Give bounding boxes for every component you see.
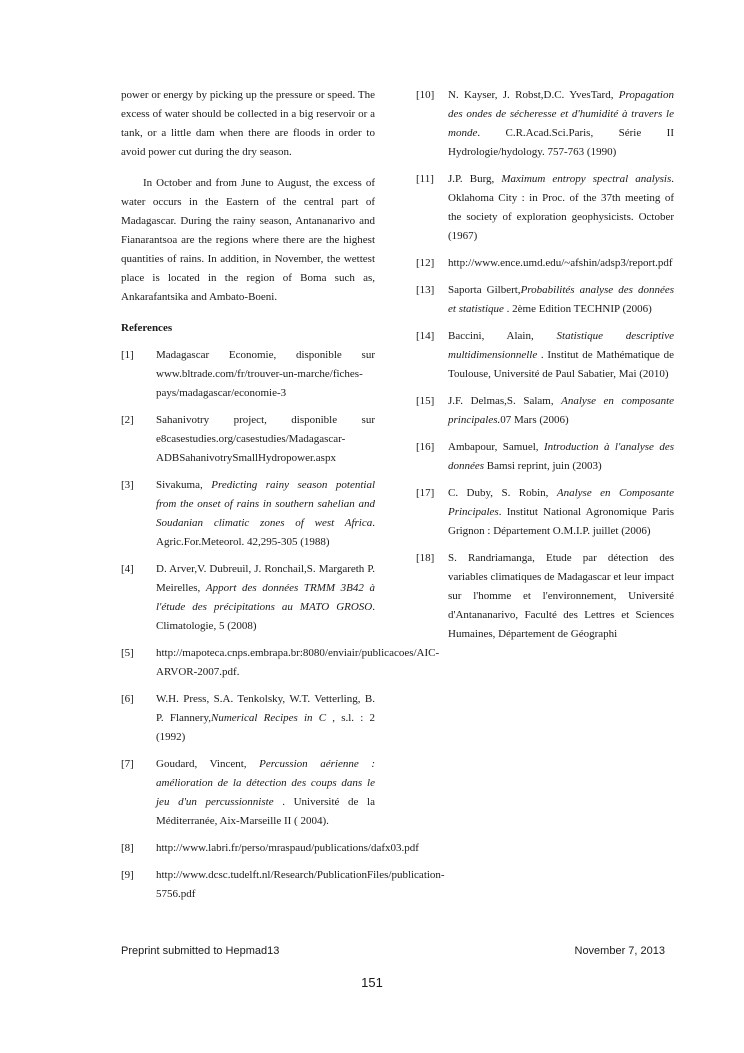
- reference-text: [448, 549, 674, 644]
- reference-number: [4]: [121, 563, 134, 575]
- reference-text-part: . Climatologie, 5 (2008): [156, 601, 375, 632]
- reference-text: [156, 755, 375, 831]
- reference-text: [156, 690, 375, 747]
- reference-title: Percussion aérienne : amélioration de la détection des coups dans le jeu d'un percussionniste: [156, 758, 376, 808]
- reference-text: [448, 327, 674, 384]
- reference-title: Statistique descriptive multidimensionnelle: [448, 330, 675, 361]
- reference-text: [156, 866, 445, 904]
- reference-number: [3]: [121, 479, 134, 491]
- reference-text: [156, 411, 375, 468]
- reference-text-part: Sahanivotry project, disponible sur e8casestudies.org/casestudies/Madagascar-ADBSahanivotrySmallHydropower.aspx: [156, 414, 375, 464]
- page-number: 151: [361, 975, 383, 990]
- reference-entry: [121, 560, 375, 636]
- reference-number: [9]: [121, 869, 134, 881]
- reference-title: Predicting rainy season potential from the onset of rains in southern sahelian and Soudanian climatic zones of west Africa: [156, 479, 375, 529]
- references-list-right: [416, 86, 674, 644]
- reference-title: Analyse en Composante Principales: [448, 487, 674, 518]
- reference-title: Propagation des ondes de sécheresse et d'humidité à travers le monde: [448, 89, 674, 139]
- reference-title: Maximum entropy spectral analysis: [501, 173, 672, 185]
- footer-preprint-note: Preprint submitted to Hepmad13: [121, 945, 280, 957]
- reference-number: [11]: [416, 173, 434, 185]
- reference-text: [448, 281, 674, 319]
- reference-entry: [121, 644, 440, 682]
- reference-text-part: J.P. Burg,: [448, 173, 502, 185]
- reference-entry: [416, 281, 674, 319]
- reference-text: [448, 392, 674, 430]
- reference-number: [13]: [416, 284, 435, 296]
- reference-entry: [416, 438, 674, 476]
- reference-number: [10]: [416, 89, 435, 101]
- reference-text: [156, 839, 419, 858]
- reference-number: [16]: [416, 441, 435, 453]
- reference-text-part: . Institut de Mathématique de Toulouse, Université de Paul Sabatier, Mai (2010): [448, 349, 674, 380]
- reference-text-part: . Agric.For.Meteorol. 42,295-305 (1988): [156, 517, 375, 548]
- reference-number: [6]: [121, 693, 134, 705]
- body-paragraph: power or energy by picking up the pressure or speed. The excess of water should be collected in a big reservoir or a tank, or a little dam when there are floods in order to avoid power cut during the dry season.: [121, 89, 375, 158]
- reference-text-part: C. Duby, S. Robin,: [448, 487, 557, 499]
- reference-text: [448, 254, 674, 273]
- reference-text: [156, 476, 375, 552]
- reference-text-part: , s.l. : 2 (1992): [156, 712, 375, 743]
- reference-text-part: Bamsi reprint, juin (2003): [484, 460, 602, 472]
- reference-title: Probabilités analyse des données et statistique: [448, 284, 674, 315]
- reference-text-part: Sivakuma,: [156, 479, 212, 491]
- reference-entry: [416, 170, 674, 246]
- reference-number: [18]: [416, 552, 435, 564]
- reference-title: Apport des données TRMM 3B42 à l'étude des précipitations au MATO GROSO: [156, 582, 375, 613]
- reference-entry: [416, 392, 674, 430]
- reference-entry: [416, 327, 674, 384]
- reference-entry: [416, 86, 674, 162]
- reference-text-part: J.F. Delmas,S. Salam,: [448, 395, 562, 407]
- reference-text-part: http://mapoteca.cnps.embrapa.br:8080/enviair/publicacoes/AIC-ARVOR-2007.pdf.: [156, 647, 440, 678]
- reference-text: [448, 86, 674, 162]
- reference-entry: [121, 690, 375, 747]
- reference-text-part: D. Arver,V. Dubreuil, J. Ronchail,S. Margareth P. Meirelles,: [156, 563, 375, 594]
- reference-number: [14]: [416, 330, 435, 342]
- reference-text-part: . 2ème Edition TECHNIP (2006): [503, 303, 652, 315]
- reference-text-part: Madagascar Economie, disponible sur www.bltrade.com/fr/trouver-un-marche/fiches-pays/madagascar/economie-3: [156, 349, 375, 399]
- reference-text: [448, 170, 674, 246]
- reference-text-part: Baccini, Alain,: [448, 330, 557, 342]
- references-heading: References: [121, 322, 173, 334]
- reference-entry: [121, 839, 419, 858]
- reference-text-part: 07 Mars (2006): [500, 414, 569, 426]
- reference-entry: [121, 411, 375, 468]
- reference-number: [2]: [121, 414, 134, 426]
- reference-text-part: . C.R.Acad.Sci.Paris, Série II Hydrologie/hydology. 757-763 (1990): [448, 127, 674, 158]
- reference-text-part: Ambapour, Samuel,: [448, 441, 544, 453]
- reference-title: Introduction à l'analyse des données: [448, 441, 674, 472]
- reference-number: [17]: [416, 487, 435, 499]
- reference-text-part: Saporta Gilbert,: [448, 284, 521, 296]
- reference-number: [12]: [416, 257, 435, 269]
- reference-entry: [121, 866, 445, 904]
- reference-text: [156, 346, 375, 403]
- reference-entry: [121, 755, 375, 831]
- reference-entry: [416, 549, 674, 644]
- reference-number: [7]: [121, 758, 134, 770]
- body-paragraph: In October and from June to August, the excess of water occurs in the Eastern of the central part of Madagascar. During the rainy season, Antananarivo and Fianarantsoa are the regions where there are the highest quantities of rains. In addition, in November, the wettest place is located in the region of Boma such as, Ankarafantsika and Ambato-Boeni.: [121, 177, 375, 303]
- reference-entry: [416, 484, 674, 541]
- reference-number: [15]: [416, 395, 435, 407]
- footer-date: November 7, 2013: [574, 945, 665, 957]
- reference-title: Analyse en composante principales.: [448, 395, 675, 426]
- reference-text: [448, 438, 674, 476]
- reference-text-part: http://www.dcsc.tudelft.nl/Research/PublicationFiles/publication-5756.pdf: [156, 869, 445, 900]
- reference-text-part: N. Kayser, J. Robst,D.C. YvesTard,: [448, 89, 619, 101]
- right-column: [416, 86, 674, 652]
- reference-text-part: Goudard, Vincent,: [156, 758, 260, 770]
- reference-number: [5]: [121, 647, 134, 659]
- reference-entry: [121, 476, 375, 552]
- reference-text: [156, 644, 440, 682]
- reference-number: [1]: [121, 349, 134, 361]
- reference-text-part: . Institut National Agronomique Paris Grignon : Département O.M.I.P. juillet (2006): [448, 506, 674, 537]
- reference-text-part: . Université de la Méditerranée, Aix-Marseille II ( 2004).: [156, 796, 375, 827]
- reference-entry: [416, 254, 674, 273]
- reference-text: [156, 560, 375, 636]
- reference-entry: [121, 346, 375, 403]
- reference-text-part: http://www.labri.fr/perso/mraspaud/publications/dafx03.pdf: [156, 842, 419, 854]
- reference-number: [8]: [121, 842, 134, 854]
- reference-text: [448, 484, 674, 541]
- reference-text-part: http://www.ence.umd.edu/~afshin/adsp3/report.pdf: [448, 257, 673, 269]
- reference-text-part: S. Randriamanga, Etude par détection des variables climatiques de Madagascar et leur impact sur l'homme et l'environnement, Université d'Antananarivo, Faculté des Lettres et Sciences Humaines, Département de Géographi: [448, 552, 674, 640]
- reference-text-part: . Oklahoma City : in Proc. of the 37th meeting of the society of exploration geophysicists. October (1967): [448, 173, 674, 242]
- reference-text-part: W.H. Press, S.A. Tenkolsky, W.T. Vetterling, B. P. Flannery,: [156, 693, 375, 724]
- reference-title: Numerical Recipes in C: [210, 712, 327, 724]
